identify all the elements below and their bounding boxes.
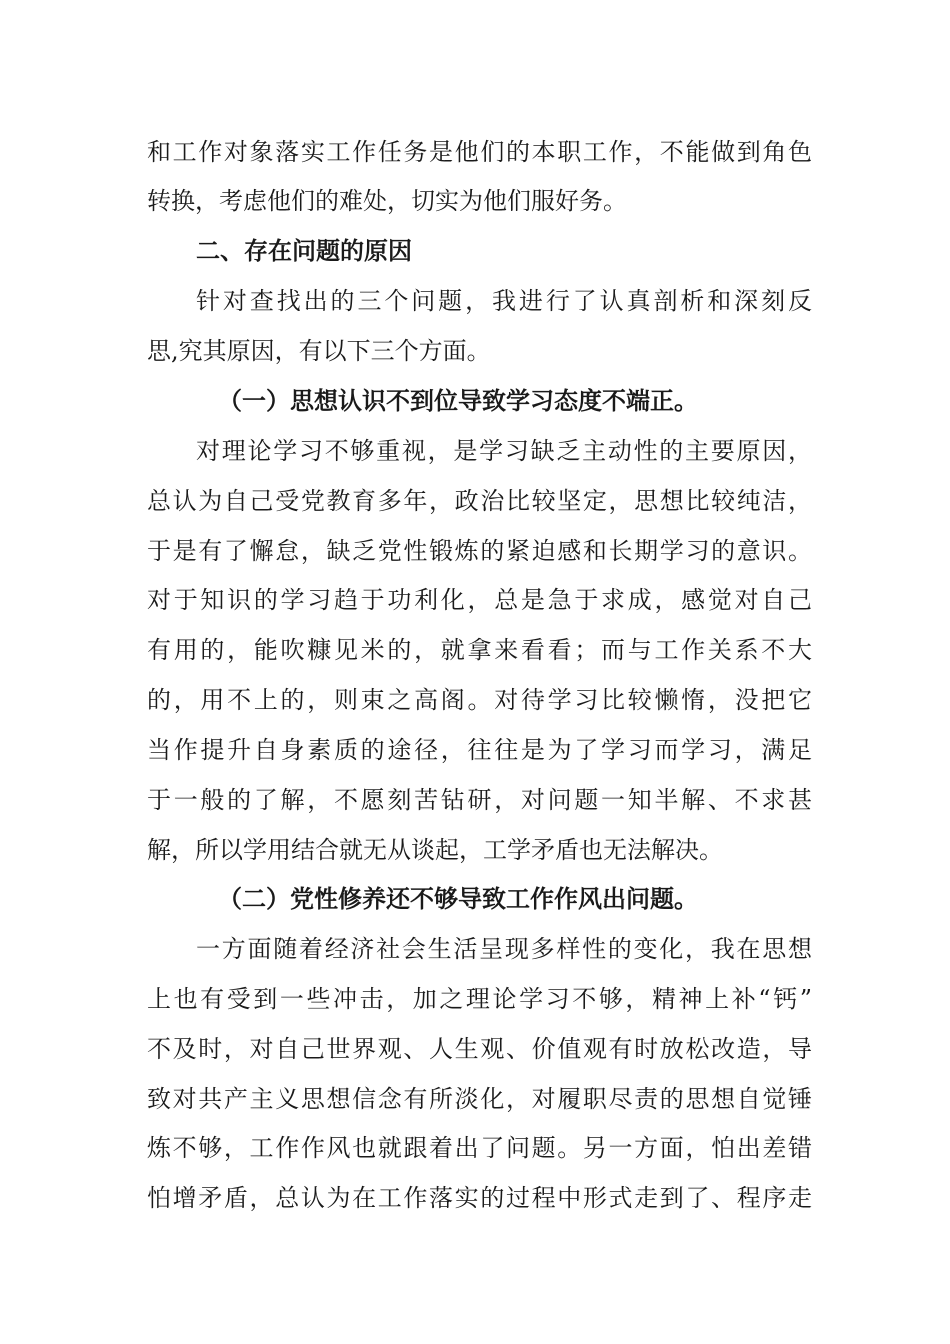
body-line: 解，所以学用结合就无从谈起，工学矛盾也无法解决。 [147, 836, 723, 864]
body-line: 于一般的了解，不愿刻苦钻研，对问题一知半解、不求甚 [147, 786, 812, 814]
body-line: 和工作对象落实工作任务是他们的本职工作，不能做到角色 [147, 138, 812, 166]
body-line: 不及时，对自己世界观、人生观、价值观有时放松改造，导 [147, 1035, 812, 1063]
body-line: 对理论学习不够重视，是学习缺乏主动性的主要原因， [196, 437, 812, 465]
body-line: 总认为自己受党教育多年，政治比较坚定，思想比较纯洁， [147, 487, 812, 515]
body-line: 对于知识的学习趋于功利化，总是急于求成，感觉对自己 [147, 586, 812, 614]
body-line: 思,究其原因，有以下三个方面。 [147, 337, 491, 365]
subsection-heading: （二）党性修养还不够导致工作作风出问题。 [218, 884, 698, 913]
body-line: 致对共产主义思想信念有所淡化，对履职尽责的思想自觉锤 [147, 1085, 812, 1113]
body-line: 一方面随着经济社会生活呈现多样性的变化，我在思想 [196, 935, 812, 963]
subsection-heading: （一）思想认识不到位导致学习态度不端正。 [218, 386, 698, 415]
section-heading: 二、存在问题的原因 [196, 236, 412, 265]
body-line: 于是有了懈怠，缺乏党性锻炼的紧迫感和长期学习的意识。 [147, 537, 812, 565]
body-line: 有用的，能吹糠见米的，就拿来看看；而与工作关系不大 [147, 636, 812, 664]
body-line: 怕增矛盾，总认为在工作落实的过程中形式走到了、程序走 [147, 1184, 812, 1212]
body-line: 转换，考虑他们的难处，切实为他们服好务。 [147, 187, 627, 215]
body-line: 炼不够，工作作风也就跟着出了问题。另一方面，怕出差错 [147, 1134, 812, 1162]
body-line: 的，用不上的，则束之高阁。对待学习比较懒惰，没把它 [147, 686, 812, 714]
body-line: 当作提升自身素质的途径，往往是为了学习而学习，满足 [147, 736, 812, 764]
body-line: 针对查找出的三个问题，我进行了认真剖析和深刻反 [196, 287, 812, 315]
body-line: 上也有受到一些冲击，加之理论学习不够，精神上补“钙” [147, 985, 812, 1013]
